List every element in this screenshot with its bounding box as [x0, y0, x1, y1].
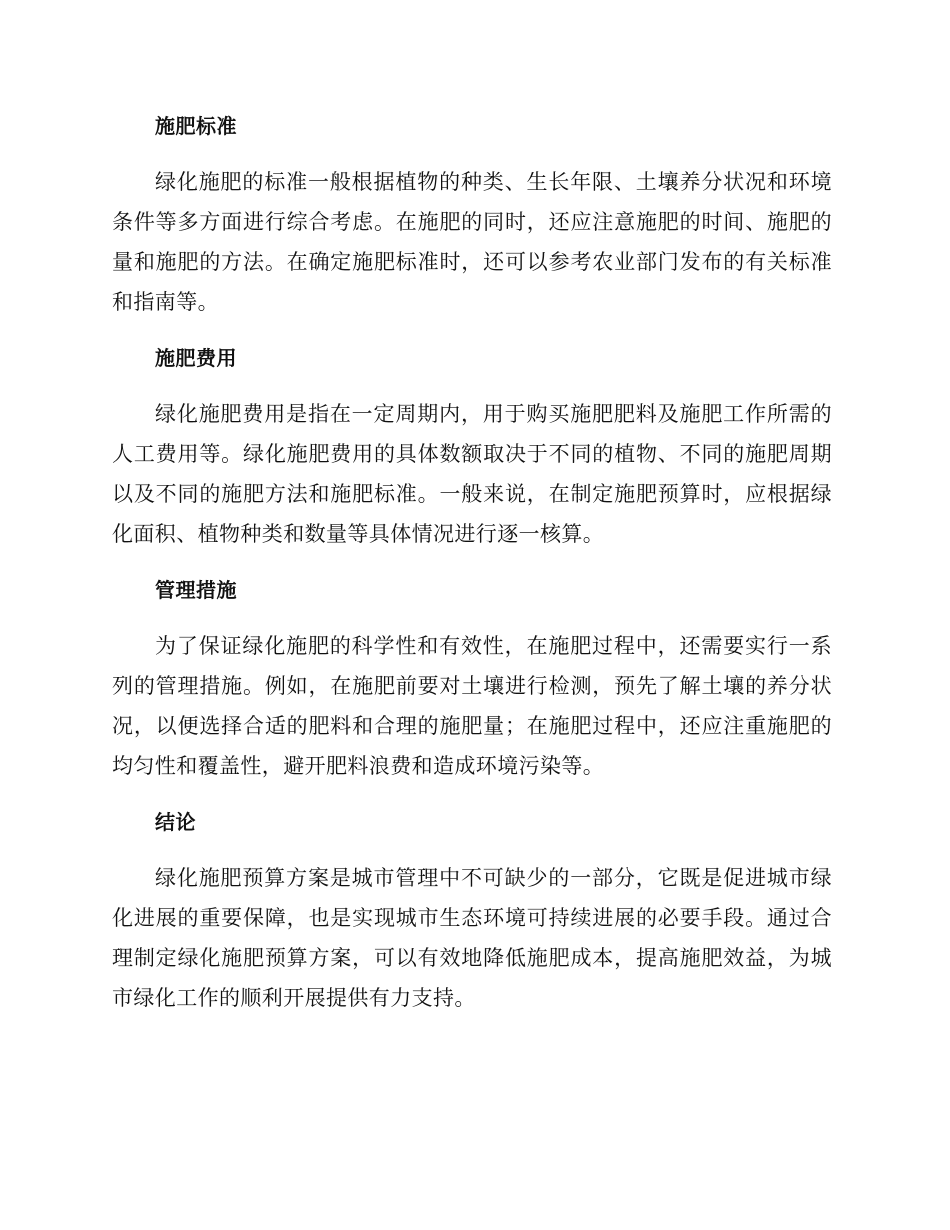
section-paragraph: 为了保证绿化施肥的科学性和有效性，在施肥过程中，还需要实行一系列的管理措施。例如，在施肥前要对土壤进行检测，预先了解土壤的养分状况，以便选择合适的肥料和合理的施肥量；在施肥过程中，还应注重施肥的均匀性和覆盖性，避开肥料浪费和造成环境污染等。	[112, 634, 832, 778]
section-paragraph: 绿化施肥的标准一般根据植物的种类、生长年限、土壤养分状况和环境条件等多方面进行综合考虑。在施肥的同时，还应注意施肥的时间、施肥的量和施肥的方法。在确定施肥标准时，还可以参考农业部门发布的有关标准和指南等。	[112, 170, 832, 314]
section-paragraph: 绿化施肥费用是指在一定周期内，用于购买施肥肥料及施肥工作所需的人工费用等。绿化施肥费用的具体数额取决于不同的植物、不同的施肥周期以及不同的施肥方法和施肥标准。一般来说，在制定施肥预算时，应根据绿化面积、植物种类和数量等具体情况进行逐一核算。	[112, 402, 832, 546]
section-management-measures	[112, 571, 832, 786]
section-conclusion	[112, 803, 832, 1018]
section-heading: 结论	[155, 810, 196, 834]
section-paragraph: 绿化施肥预算方案是城市管理中不可缺少的一部分，它既是促进城市绿化进展的重要保障，也是实现城市生态环境可持续进展的必要手段。通过合理制定绿化施肥预算方案，可以有效地降低施肥成本，提高施肥效益，为城市绿化工作的顺利开展提供有力支持。	[112, 866, 832, 1010]
section-heading: 管理措施	[155, 578, 237, 602]
document-content	[112, 107, 832, 1035]
section-fertilization-standard	[112, 107, 832, 322]
section-heading: 施肥费用	[155, 346, 237, 370]
section-heading: 施肥标准	[155, 114, 237, 138]
section-fertilization-cost	[112, 339, 832, 554]
